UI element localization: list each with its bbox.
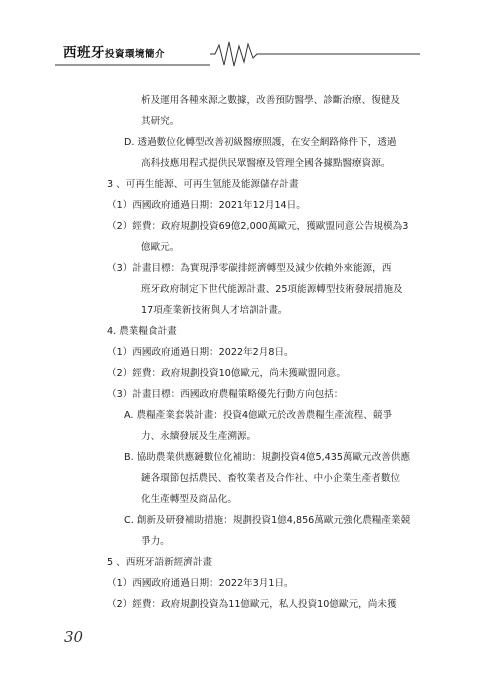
text-line: 力、永續發展及生產溯源。: [141, 431, 257, 442]
text-line: （3）計畫目標：西國政府農糧策略優先行動方向包括：: [107, 389, 344, 400]
text-line: （3）計畫目標：為實現淨零碳排經濟轉型及減少依賴外來能源，西: [107, 263, 392, 274]
header-title-sub: 投資環境簡介: [105, 49, 166, 60]
text-line: （2）經費：政府規劃投資69億2,000萬歐元，獲歐盟同意公告規模為3: [107, 221, 409, 232]
text-line: A. 農糧產業套裝計畫：投資4億歐元於改善農糧生產流程、競爭: [124, 410, 393, 421]
text-line: （2）經費：政府規劃投資10億歐元，尚未獲歐盟同意。: [107, 368, 346, 379]
section-heading: 3 、可再生能源、可再生氫能及能源儲存計畫: [107, 179, 299, 190]
page-header: [0, 36, 480, 72]
text-line: 班牙政府制定下世代能源計畫、25項能源轉型技術發展措施及: [141, 284, 403, 295]
text-line: 億歐元。: [141, 242, 180, 253]
text-line: 爭力。: [141, 536, 170, 547]
text-line: （1）西國政府通過日期：2021年12月14日。: [107, 200, 306, 211]
text-line: 化生產轉型及商品化。: [141, 494, 237, 505]
text-line: （1）西國政府通過日期：2022年2月8日。: [107, 347, 294, 358]
text-line: C. 創新及研發補助措施：規劃投資1億4,856萬歐元強化農糧產業競: [124, 515, 411, 526]
text-line: （1）西國政府通過日期：2022年3月1日。: [107, 578, 294, 589]
text-line: 鏈各環節包括農民、畜牧業者及合作社、中小企業生產者數位: [141, 473, 401, 484]
text-line: D. 透過數位化轉型改善初級醫療照護，在安全網路條件下，透過: [124, 137, 397, 148]
text-line: （2）經費：政府規劃投資為11億歐元，私人投資10億歐元，尚未獲: [107, 599, 397, 610]
text-line: 高科技應用程式提供民眾醫療及管理全國各據點醫療資源。: [141, 158, 391, 169]
text-line: B. 協助農業供應鏈數位化補助：規劃投資4億5,435萬歐元改善供應: [124, 452, 411, 463]
text-line: 析及運用各種來源之數據，改善預防醫學、診斷治療、復健及: [141, 95, 401, 106]
text-line: 其研究。: [141, 116, 180, 127]
header-title-main: 西班牙: [63, 45, 105, 61]
section-heading: 5 、西班牙語新經濟計畫: [107, 557, 213, 568]
text-line: 17項產業新技術與人才培訓計畫。: [141, 305, 288, 316]
header-title: [63, 41, 165, 61]
section-heading: 4. 農業糧食計畫: [107, 326, 177, 337]
page-number: 30: [64, 628, 84, 646]
